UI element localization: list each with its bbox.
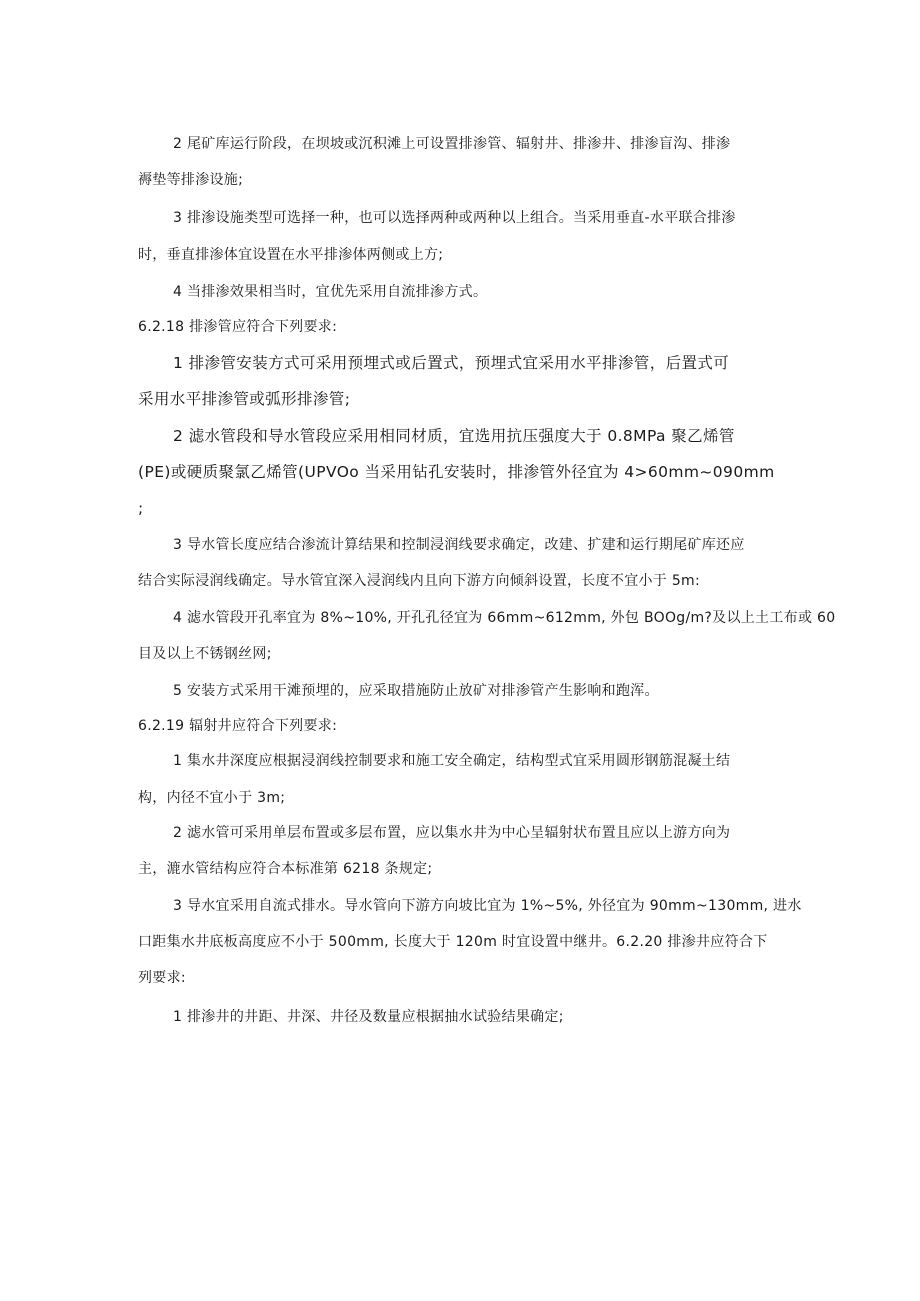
paragraph-line: 3 排渗设施类型可选择一种，也可以选择两种或两种以上组合。当采用垂直-水平联合排渗: [173, 210, 736, 226]
paragraph-line: 3 导水管长度应结合渗流计算结果和控制浸润线要求确定，改建、扩建和运行期尾矿库还应: [173, 537, 745, 553]
paragraph-line: 目及以上不锈钢丝网;: [138, 646, 272, 662]
paragraph-line: 4 当排渗效果相当时，宜优先采用自流排渗方式。: [173, 284, 488, 300]
paragraph-line: 1 集水井深度应根据浸润线控制要求和施工安全确定，结构型式宜采用圆形钢筋混凝土结: [173, 753, 731, 769]
paragraph-line: 2 滤水管段和导水管段应采用相同材质，宜选用抗压强度大于 0.8MPa 聚乙烯管: [173, 427, 735, 445]
paragraph-line: 采用水平排渗管或弧形排渗管;: [138, 390, 351, 408]
paragraph-line: 列要求:: [138, 970, 186, 986]
paragraph-line: 4 滤水管段开孔率宜为 8%~10%, 开孔孔径宜为 66mm~612mm, 外包 BOOg/m?及以上土工布或 60: [173, 610, 836, 626]
paragraph-line: (PE)或硬质聚氯乙烯管(UPVOo 当采用钻孔安装时，排渗管外径宜为 4>60mm~090mm: [138, 463, 775, 481]
paragraph-line: 1 排渗管安装方式可采用预埋式或后置式，预埋式宜采用水平排渗管，后置式可: [173, 354, 730, 372]
paragraph-line: 主，漉水管结构应符合本标准第 6218 条规定;: [138, 861, 433, 877]
paragraph-line: 5 安装方式采用干滩预埋的，应采取措施防止放矿对排渗管产生影响和跑浑。: [173, 683, 659, 699]
section-heading: 6.2.19 辐射井应符合下列要求:: [138, 718, 338, 734]
paragraph-line: 构，内径不宜小于 3m;: [138, 790, 286, 806]
paragraph-line: 2 滤水管可采用单层布置或多层布置，应以集水井为中心呈辐射状布置且应以上游方向为: [173, 825, 731, 841]
paragraph-line: 时，垂直排渗体宜设置在水平排渗体两侧或上方;: [138, 247, 444, 263]
paragraph-line: 褥垫等排渗设施;: [138, 172, 244, 188]
paragraph-line: ;: [138, 499, 144, 517]
paragraph-line: 1 排渗井的井距、井深、井径及数量应根据抽水试验结果确定;: [173, 1009, 564, 1025]
paragraph-line: 结合实际浸润线确定。导水管宜深入浸润线内且向下游方向倾斜设置，长度不宜小于 5m:: [138, 573, 701, 589]
paragraph-line: 2 尾矿库运行阶段，在坝坡或沉积滩上可设置排渗管、辐射井、排渗井、排渗盲沟、排渗: [173, 136, 731, 152]
section-heading: 6.2.18 排渗管应符合下列要求:: [138, 319, 338, 335]
paragraph-line: 3 导水宜采用自流式排水。导水管向下游方向坡比宜为 1%~5%, 外径宜为 90mm~130mm, 进水: [173, 898, 802, 914]
paragraph-line: 口距集水井底板高度应不小于 500mm, 长度大于 120m 时宜设置中继井。6.2.20 排渗井应符合下: [138, 934, 768, 950]
